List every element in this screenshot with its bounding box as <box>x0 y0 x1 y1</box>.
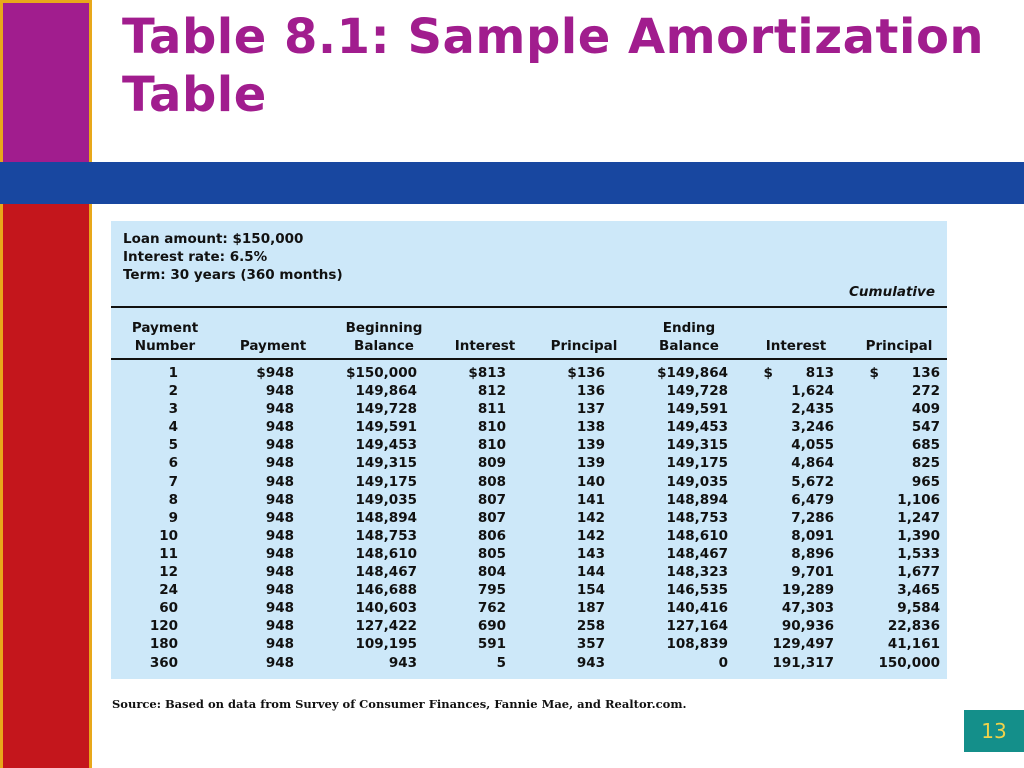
table-cell: 272 <box>911 383 940 400</box>
table-cell: 149,035 <box>355 491 417 508</box>
table-row <box>111 364 947 382</box>
table-cell: 804 <box>477 564 506 581</box>
table-cell: 1,390 <box>897 527 940 544</box>
table-cell: 149,591 <box>355 419 417 436</box>
table-cell: 149,035 <box>666 473 728 490</box>
table-cell: 41,161 <box>887 636 940 653</box>
table-cell: 149,453 <box>666 419 728 436</box>
table-cell: 109,195 <box>355 636 417 653</box>
table-row <box>111 454 947 472</box>
table-cell: $948 <box>256 365 294 381</box>
table-cell: 142 <box>576 527 605 544</box>
left-accent-red <box>0 204 92 768</box>
table-cell: 149,175 <box>666 455 728 472</box>
table-cell: 120 <box>149 618 178 635</box>
table-cell: 806 <box>477 527 506 544</box>
table-cell: 148,467 <box>355 564 417 581</box>
table-cell: 810 <box>477 437 506 454</box>
table-cell: 8,091 <box>791 527 834 544</box>
table-cell: 2,435 <box>791 401 834 418</box>
table-cell: 180 <box>149 636 178 653</box>
table-cell: 812 <box>477 383 506 400</box>
table-cell: 149,315 <box>355 455 417 472</box>
table-cell: 258 <box>576 618 605 635</box>
table-cell: 948 <box>265 545 294 562</box>
table-cell: 6 <box>168 455 178 472</box>
table-row <box>111 581 947 599</box>
table-cell: 136 <box>576 383 605 400</box>
table-cell: 148,610 <box>355 545 417 562</box>
table-cell: 948 <box>265 600 294 617</box>
table-cell: 810 <box>477 419 506 436</box>
table-cell: 1,624 <box>791 383 834 400</box>
loan-info <box>123 230 343 284</box>
table-cell: 5,672 <box>791 473 834 490</box>
table-cell: 1,677 <box>897 564 940 581</box>
table-cell: 948 <box>265 636 294 653</box>
col-header-payment: Payment <box>239 338 307 354</box>
loan-term: Term: 30 years (360 months) <box>123 267 343 283</box>
page-number: 13 <box>964 710 1024 752</box>
table-cell: 1,533 <box>897 545 940 562</box>
table-cell: 127,422 <box>355 618 417 635</box>
table-row <box>111 635 947 653</box>
table-cell: 191,317 <box>772 654 834 671</box>
table-cell: 808 <box>477 473 506 490</box>
table-cell: 591 <box>477 636 506 653</box>
table-cell: 948 <box>265 654 294 671</box>
table-body <box>111 364 947 672</box>
table-cell: $150,000 <box>346 365 417 381</box>
col-header-cum-interest: Interest <box>765 338 827 354</box>
table-cell: 11 <box>159 545 178 562</box>
col-header-principal: Principal <box>550 338 618 354</box>
table-cell: 8 <box>168 491 178 508</box>
table-cell: 807 <box>477 491 506 508</box>
table-cell: 360 <box>149 654 178 671</box>
table-cell: 4,864 <box>791 455 834 472</box>
table-cell: 22,836 <box>887 618 940 635</box>
table-cell: 1,106 <box>897 491 940 508</box>
table-cell: 149,864 <box>355 383 417 400</box>
table-cell: 149,315 <box>666 437 728 454</box>
table-row <box>111 382 947 400</box>
table-cell: 140,416 <box>666 600 728 617</box>
table-cell: $ 136 <box>869 365 940 381</box>
col-header-cum-principal: Principal <box>865 338 933 354</box>
table-cell: $136 <box>567 365 605 381</box>
interest-rate: Interest rate: 6.5% <box>123 249 268 265</box>
table-cell: 148,467 <box>666 545 728 562</box>
table-row <box>111 436 947 454</box>
table-cell: 4 <box>168 419 178 436</box>
table-row <box>111 599 947 617</box>
table-cell: 1,247 <box>897 509 940 526</box>
table-cell: $149,864 <box>657 365 728 381</box>
table-cell: 965 <box>911 473 940 490</box>
table-cell: 148,753 <box>355 527 417 544</box>
table-cell: 10 <box>159 527 178 544</box>
table-row <box>111 563 947 581</box>
table-cell: 148,323 <box>666 564 728 581</box>
table-row <box>111 509 947 527</box>
table-cell: 825 <box>911 455 940 472</box>
table-cell: 148,753 <box>666 509 728 526</box>
header-top-rule <box>111 306 947 308</box>
left-accent-purple <box>0 0 92 162</box>
table-cell: 149,453 <box>355 437 417 454</box>
table-cell: 690 <box>477 618 506 635</box>
table-cell: 24 <box>159 582 178 599</box>
table-cell: 357 <box>576 636 605 653</box>
table-cell: 137 <box>576 401 605 418</box>
table-cell: 948 <box>265 618 294 635</box>
table-cell: 140,603 <box>355 600 417 617</box>
table-cell: 129,497 <box>772 636 834 653</box>
table-cell: 143 <box>576 545 605 562</box>
table-cell: 943 <box>388 654 417 671</box>
table-cell: 3,465 <box>897 582 940 599</box>
table-cell: 7,286 <box>791 509 834 526</box>
table-cell: 139 <box>576 437 605 454</box>
table-cell: 9,701 <box>791 564 834 581</box>
table-cell: 139 <box>576 455 605 472</box>
table-cell: 149,175 <box>355 473 417 490</box>
table-cell: 6,479 <box>791 491 834 508</box>
table-cell: 809 <box>477 455 506 472</box>
table-cell: 148,610 <box>666 527 728 544</box>
table-cell: 148,894 <box>355 509 417 526</box>
table-row <box>111 400 947 418</box>
col-header-ending-balance: Ending Balance <box>659 320 719 354</box>
table-cell: 948 <box>265 527 294 544</box>
cumulative-label: Cumulative <box>849 284 935 300</box>
table-cell: 144 <box>576 564 605 581</box>
table-cell: 0 <box>718 654 728 671</box>
col-header-interest: Interest <box>454 338 516 354</box>
table-cell: 149,728 <box>666 383 728 400</box>
table-cell: 9 <box>168 509 178 526</box>
table-cell: 140 <box>576 473 605 490</box>
table-cell: 948 <box>265 437 294 454</box>
table-cell: 3 <box>168 401 178 418</box>
table-cell: 4,055 <box>791 437 834 454</box>
table-cell: 547 <box>911 419 940 436</box>
amortization-table <box>111 221 947 679</box>
col-header-beginning-balance: Beginning Balance <box>345 320 423 354</box>
table-cell: 7 <box>168 473 178 490</box>
table-cell: 5 <box>168 437 178 454</box>
table-cell: 943 <box>576 654 605 671</box>
table-cell: 948 <box>265 419 294 436</box>
table-cell: 150,000 <box>878 654 940 671</box>
table-cell: 762 <box>477 600 506 617</box>
table-row <box>111 545 947 563</box>
table-cell: 146,688 <box>355 582 417 599</box>
table-cell: $813 <box>468 365 506 381</box>
table-row <box>111 473 947 491</box>
table-cell: 19,289 <box>781 582 834 599</box>
table-cell: 108,839 <box>666 636 728 653</box>
table-cell: 9,584 <box>897 600 940 617</box>
table-cell: $ 813 <box>763 365 834 381</box>
table-cell: 948 <box>265 401 294 418</box>
table-cell: 154 <box>576 582 605 599</box>
table-cell: 149,591 <box>666 401 728 418</box>
table-cell: 948 <box>265 509 294 526</box>
header-band <box>0 162 1024 204</box>
table-cell: 146,535 <box>666 582 728 599</box>
table-row <box>111 527 947 545</box>
table-row <box>111 654 947 672</box>
source-note: Source: Based on data from Survey of Consumer Finances, Fannie Mae, and Realtor.com. <box>112 697 687 711</box>
table-cell: 948 <box>265 491 294 508</box>
table-cell: 948 <box>265 383 294 400</box>
table-cell: 805 <box>477 545 506 562</box>
table-cell: 8,896 <box>791 545 834 562</box>
table-cell: 60 <box>159 600 178 617</box>
slide-title: Table 8.1: Sample Amortization Table <box>122 9 985 123</box>
table-cell: 807 <box>477 509 506 526</box>
table-cell: 795 <box>477 582 506 599</box>
table-cell: 187 <box>576 600 605 617</box>
table-row <box>111 418 947 436</box>
table-cell: 2 <box>168 383 178 400</box>
table-cell: 142 <box>576 509 605 526</box>
table-cell: 811 <box>477 401 506 418</box>
table-cell: 409 <box>911 401 940 418</box>
table-cell: 127,164 <box>666 618 728 635</box>
table-cell: 149,728 <box>355 401 417 418</box>
table-cell: 948 <box>265 473 294 490</box>
table-row <box>111 491 947 509</box>
table-cell: 90,936 <box>781 618 834 635</box>
table-cell: 12 <box>159 564 178 581</box>
header-bottom-rule <box>111 358 947 360</box>
table-cell: 948 <box>265 455 294 472</box>
table-cell: 948 <box>265 564 294 581</box>
table-cell: 948 <box>265 582 294 599</box>
table-cell: 141 <box>576 491 605 508</box>
loan-amount: Loan amount: $150,000 <box>123 231 304 247</box>
table-cell: 138 <box>576 419 605 436</box>
table-cell: 5 <box>496 654 506 671</box>
table-row <box>111 617 947 635</box>
table-cell: 1 <box>168 365 178 381</box>
table-cell: 47,303 <box>781 600 834 617</box>
table-cell: 3,246 <box>791 419 834 436</box>
table-cell: 148,894 <box>666 491 728 508</box>
col-header-payment-number: Payment Number <box>131 320 199 354</box>
table-cell: 685 <box>911 437 940 454</box>
